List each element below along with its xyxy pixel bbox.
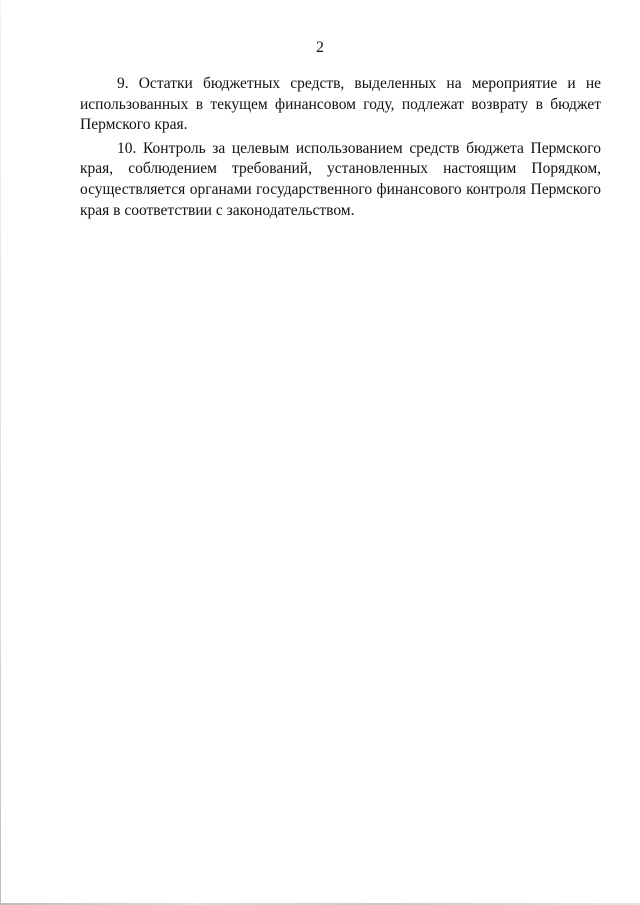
paragraph-9: 9. Остатки бюджетных средств, выделенных на мероприятие и не использованных в текущем финансовом году, подлежат возврату в бюджет Пермского края. (80, 75, 601, 134)
page-number: 2 (316, 39, 324, 56)
document-body (80, 74, 601, 224)
scan-edge-left (0, 0, 1, 905)
paragraph-10: 10. Контроль за целевым использованием средств бюджета Пермского края, соблюдением требований, установленных настоящим Порядком, осуществляется органами государственного финансового контроля Пермского края в соответствии с законодательством. (80, 139, 601, 219)
